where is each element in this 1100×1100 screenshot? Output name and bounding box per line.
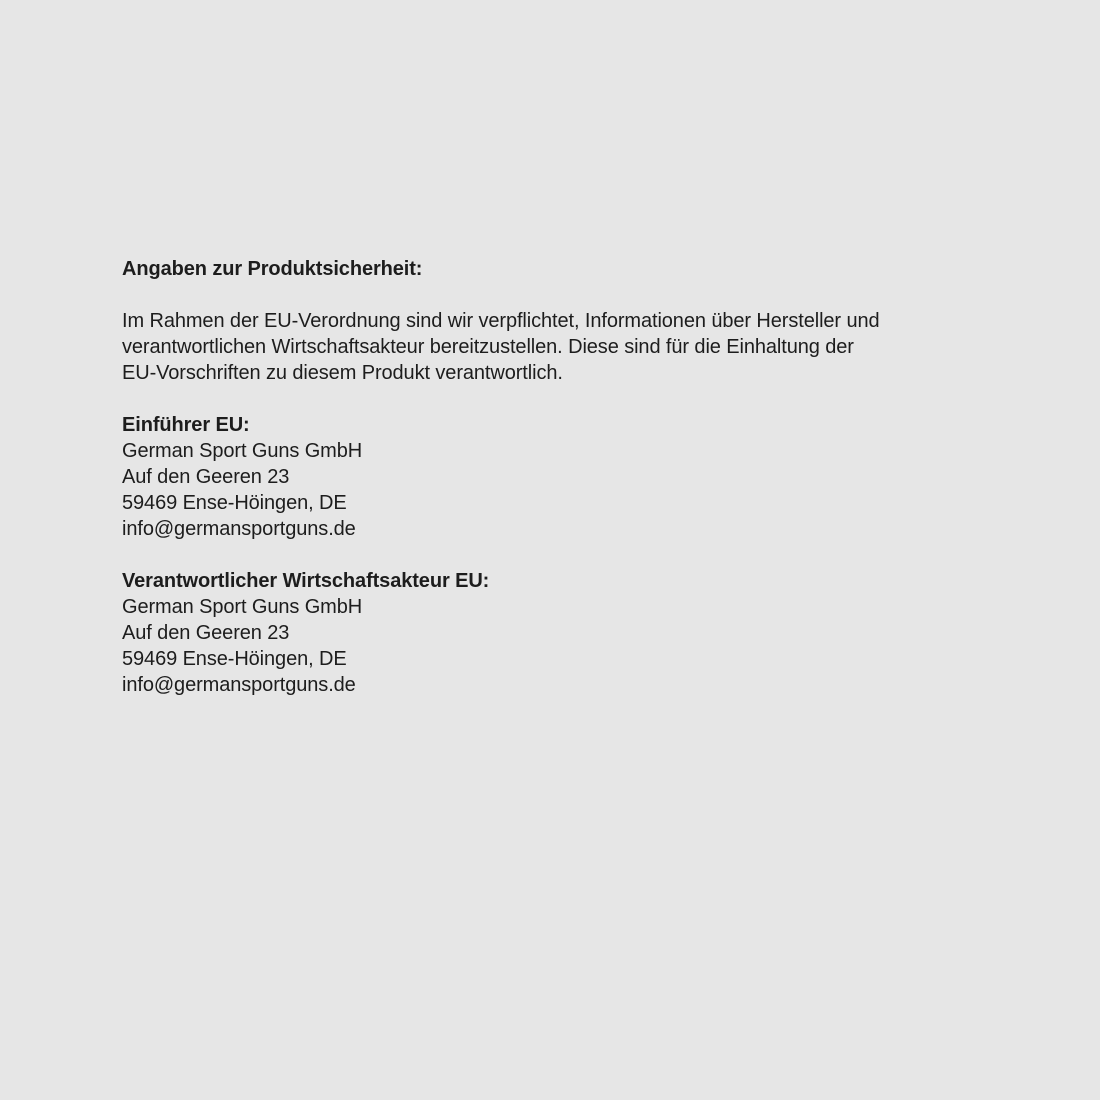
responsible-actor-street: Auf den Geeren 23 (122, 622, 290, 644)
product-safety-title-section (122, 256, 992, 282)
intro-line-3: EU-Vorschriften zu diesem Produkt verantwortlich. (122, 362, 563, 384)
importer-heading: Einführer EU: (122, 414, 250, 436)
product-safety-title: Angaben zur Produktsicherheit: (122, 258, 423, 280)
responsible-actor-heading: Verantwortlicher Wirtschaftsakteur EU: (122, 570, 490, 592)
responsible-actor-email: info@germansportguns.de (122, 674, 356, 696)
intro-line-2: verantwortlichen Wirtschaftsakteur bereitzustellen. Diese sind für die Einhaltung der (122, 336, 854, 358)
product-safety-info (122, 256, 992, 698)
responsible-actor-city: 59469 Ense-Höingen, DE (122, 648, 347, 670)
intro-paragraph (122, 308, 992, 386)
responsible-actor-company: German Sport Guns GmbH (122, 596, 363, 618)
intro-line-1: Im Rahmen der EU-Verordnung sind wir verpflichtet, Informationen über Hersteller und (122, 310, 880, 332)
importer-email: info@germansportguns.de (122, 518, 356, 540)
importer-company: German Sport Guns GmbH (122, 440, 363, 462)
responsible-actor-block (122, 568, 992, 698)
importer-block (122, 412, 992, 542)
importer-city: 59469 Ense-Höingen, DE (122, 492, 347, 514)
importer-street: Auf den Geeren 23 (122, 466, 290, 488)
